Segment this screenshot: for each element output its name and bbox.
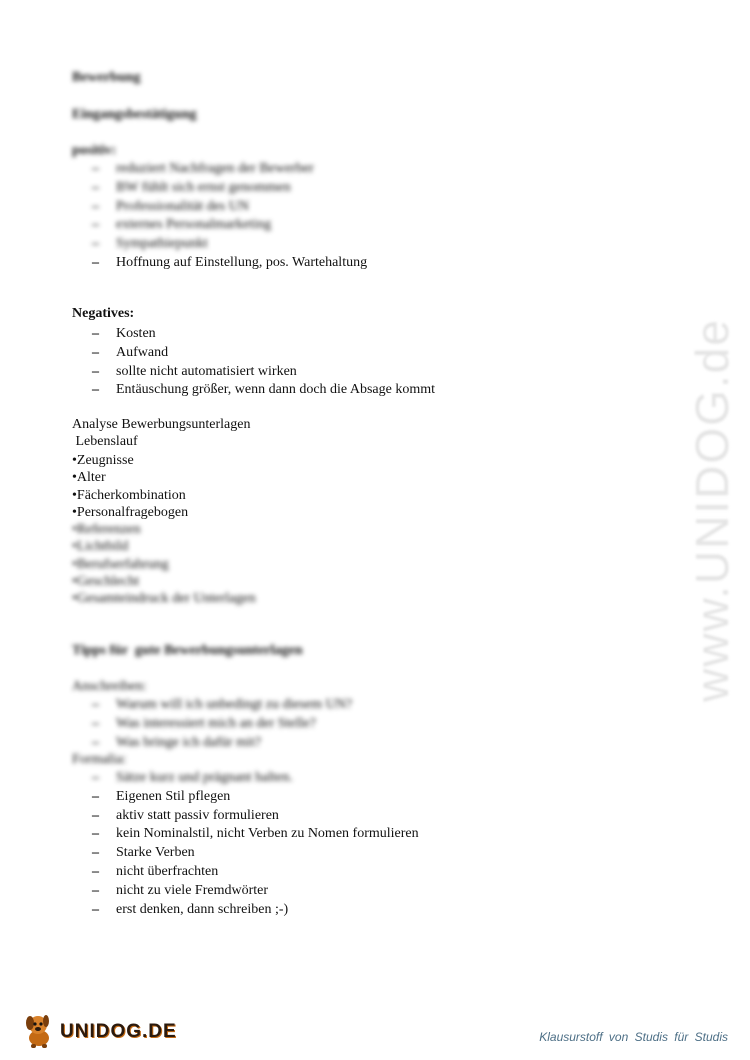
positives-label: positiv: (72, 143, 117, 158)
list-item: – nicht überfrachten (92, 863, 419, 882)
list-item: • Alter (72, 469, 256, 486)
negatives-label: Negatives: (72, 306, 135, 321)
analysis-first-item: Lebenslauf (72, 434, 138, 449)
list-item: – erst denken, dann schreiben ;-) (92, 901, 419, 920)
cover-letter-list (92, 696, 352, 752)
positives-list (92, 160, 367, 273)
list-item: – Starke Verben (92, 844, 419, 863)
list-item: – Sätze kurz und prägnant halten. (92, 769, 419, 788)
formalities-list (92, 769, 419, 919)
list-item: • Personalfragebogen (72, 504, 256, 521)
list-item: • Zeugnisse (72, 452, 256, 469)
list-item: • Gesamteindruck der Unterlagen (72, 590, 256, 607)
list-item: – Was interessiert mich an der Stelle? (92, 715, 352, 734)
list-item: – Warum will ich unbedingt zu diesem UN? (92, 696, 352, 715)
list-item: – Kosten (92, 325, 435, 344)
list-item: – Aufwand (92, 344, 435, 363)
list-item: – Entäuschung größer, wenn dann doch die Absage kommt (92, 381, 435, 400)
dog-mascot-icon (22, 1011, 56, 1054)
list-item: • Geschlecht (72, 573, 256, 590)
list-item: – Eigenen Stil pflegen (92, 788, 419, 807)
section-heading-eingangsbestaetigung: Eingangsbestätigung (72, 107, 197, 122)
list-item: – kein Nominalstil, nicht Verben zu Nomen formulieren (92, 825, 419, 844)
cover-letter-label: Anschreiben: (72, 679, 147, 694)
tips-heading: Tipps für gute Bewerbungsunterlagen (72, 643, 303, 658)
list-item: – Professionalität des UN (92, 198, 367, 217)
analysis-title: Analyse Bewerbungsunterlagen (72, 417, 251, 432)
list-item: • Lichtbild (72, 538, 256, 555)
list-item: – Sympathiepunkt (92, 235, 367, 254)
footer-tagline: Klausurstoff von Studis für Studis (539, 1030, 728, 1044)
list-item: – reduziert Nachfragen der Bewerber (92, 160, 367, 179)
analysis-list (72, 452, 256, 608)
negatives-list (92, 325, 435, 400)
formalities-label: Formalia: (72, 752, 127, 767)
unidog-logo[interactable] (22, 1010, 177, 1054)
list-item: – nicht zu viele Fremdwörter (92, 882, 419, 901)
list-item: • Berufserfahrung (72, 556, 256, 573)
watermark: www.UNIDOG.de (686, 318, 738, 702)
list-item: – BW fühlt sich ernst genommen (92, 179, 367, 198)
logo-text: UNIDOG.DE (60, 1021, 177, 1042)
list-item: – externes Personalmarketing (92, 216, 367, 235)
document-title: Bewerbung (72, 70, 141, 85)
list-item: – Was bringe ich dafür mit? (92, 734, 352, 753)
list-item: • Fächerkombination (72, 487, 256, 504)
list-item: – sollte nicht automatisiert wirken (92, 363, 435, 382)
list-item: • Referenzen (72, 521, 256, 538)
list-item: – Hoffnung auf Einstellung, pos. Wartehaltung (92, 254, 367, 273)
list-item: – aktiv statt passiv formulieren (92, 807, 419, 826)
